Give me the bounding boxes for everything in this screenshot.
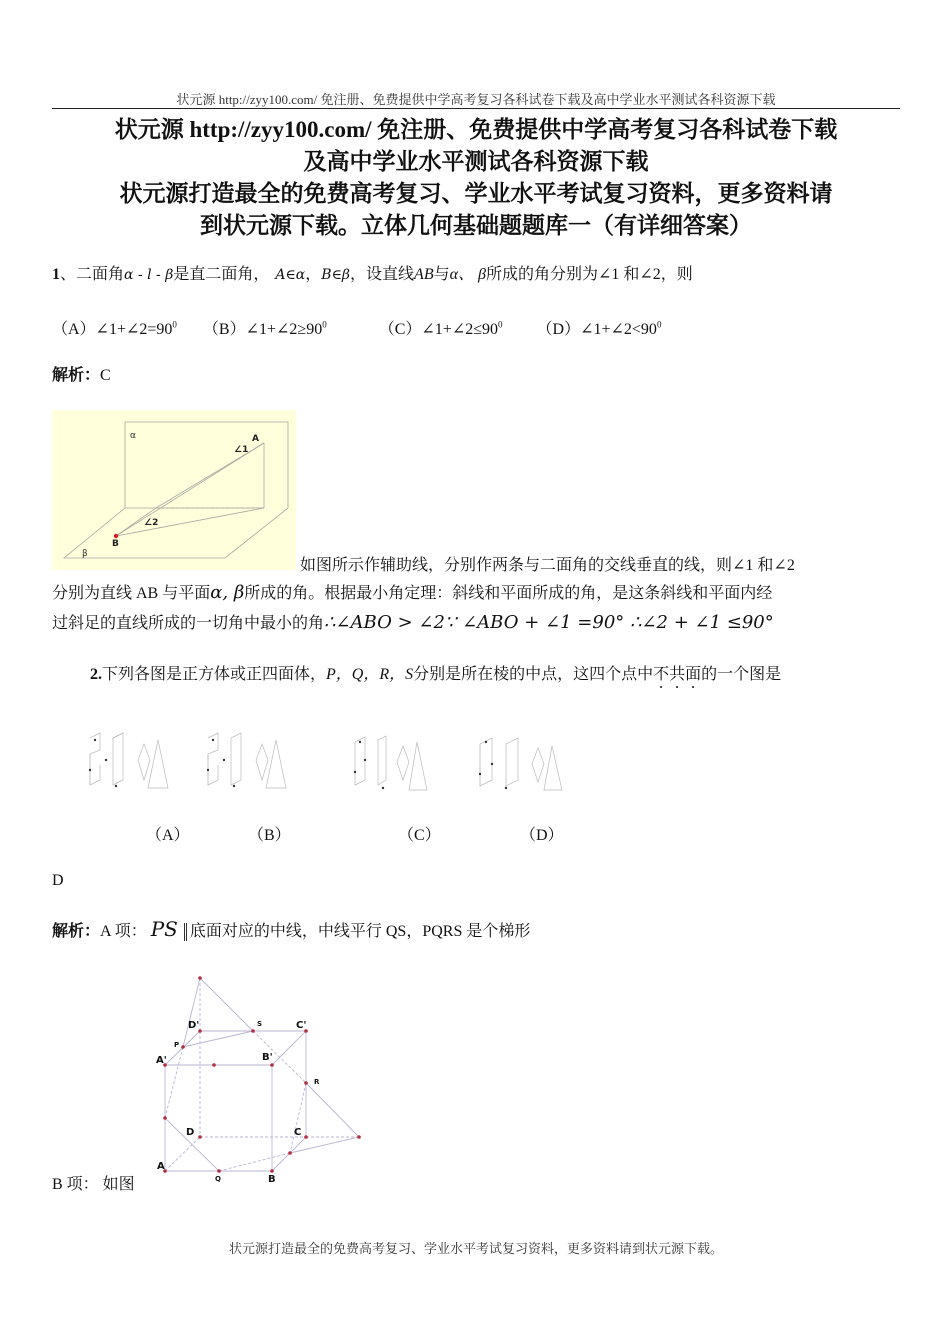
figure-option-b xyxy=(208,733,286,788)
option-a: $(A)\angle 1+\angle 2=90^0$ xyxy=(52,320,177,339)
math-proof: ∴∠ABO > ∠2∵ ∠ABO + ∠1 =90° ∴∠2 + ∠1 ≤90° xyxy=(324,612,774,633)
math-ps: PS xyxy=(150,917,178,941)
label-b: B xyxy=(268,1174,276,1185)
emphasis-not-coplanar: 不共面 xyxy=(653,666,702,683)
label-q: Q xyxy=(215,1175,221,1183)
dihedral-figure xyxy=(52,410,296,570)
analysis-label: 解析： xyxy=(52,921,101,940)
plane-alpha xyxy=(125,422,288,508)
q1-text: ， xyxy=(305,266,322,283)
q1-analysis xyxy=(52,364,111,387)
label-angle1: ∠1 xyxy=(234,445,249,455)
label-c: C xyxy=(294,1127,302,1138)
caption-a: （A） xyxy=(146,827,190,844)
parallel-symbol xyxy=(184,923,187,941)
question-2-stem: 2.下列各图是正方体或正四面体，P，Q，R，S分别是所在棱的中点，这四个点中不共面的一个图是 xyxy=(90,666,782,683)
q1-explanation-line-3: 过斜足的直线所成的一切角中最小的角∴∠ABO > ∠2∵ ∠ABO + ∠1 =90° ∴∠2 + ∠1 ≤90° xyxy=(52,612,774,633)
title-line-3: 状元源打造最全的免费高考复习、学业水平考试复习资料，更多资料请 xyxy=(119,181,833,206)
option-b: $(B)\angle 1+\angle 2\ge 90^0$ xyxy=(202,320,327,339)
caption-b: （B） xyxy=(248,827,291,844)
title-line-4: 到状元源下载。立体几何基础题题库一（有详细答案） xyxy=(200,213,752,238)
q1-math-dihedral: α - l - β xyxy=(124,267,174,283)
q1-text: 是直二面角， xyxy=(173,266,270,283)
label-angle2: ∠2 xyxy=(144,518,159,528)
page-footer: 状元源打造最全的免费高考复习、学业水平考试复习资料，更多资料请到状元源下载。 xyxy=(228,1241,723,1256)
question-number: 2. xyxy=(90,666,102,683)
label-d1: D' xyxy=(188,1020,200,1031)
analysis-label: 解析： xyxy=(52,365,101,384)
question-1-stem xyxy=(52,264,693,286)
q1-explanation-line-2: 分别为直线 AB 与平面α, β所成的角。根据最小角定理：斜线和平面所成的角，是这条斜线和平面内经 xyxy=(52,582,773,603)
label-c1: C' xyxy=(296,1020,307,1031)
caption-d: （D） xyxy=(520,827,564,844)
question-number: 1 xyxy=(52,266,60,283)
q1-options xyxy=(52,314,661,341)
option-c: $(C)\angle 1+\angle 2\le 90^0$ xyxy=(378,320,503,339)
q1-text: 所成的角分别为∠1 和∠2，则 xyxy=(485,266,693,283)
label-r: R xyxy=(314,1078,320,1086)
dihedral-diagram xyxy=(52,410,296,570)
running-header: 状元源 http://zyy100.com/ 免注册、免费提供中学高考复习各科试卷下载及高中学业水平测试各科资源下载 xyxy=(176,92,776,107)
q2-analysis: 解析：A 项： PS 底面对应的中线，中线平行 QS，PQRS 是个梯形 xyxy=(52,917,531,941)
q1-text: 、二面角 xyxy=(60,266,125,283)
q1-math-planes: α、 β xyxy=(449,266,486,283)
caption-c: （C） xyxy=(398,827,441,844)
math-planes: α, β xyxy=(210,582,245,603)
label-s: S xyxy=(257,1020,263,1028)
option-figure-strip xyxy=(86,730,576,798)
q1-text: ，设直线 xyxy=(350,266,415,283)
q1-math-a: A∈α xyxy=(275,267,306,283)
label-beta: β xyxy=(82,549,88,559)
plane-beta xyxy=(64,508,288,558)
q1-math-ab: AB xyxy=(414,266,434,283)
label-a1: A' xyxy=(156,1055,167,1066)
option-d: $(D)\angle 1+\angle 2<90^0$ xyxy=(536,320,662,339)
header-rule xyxy=(52,108,900,109)
q1-math-b: B∈β xyxy=(321,267,351,283)
figure-option-c xyxy=(355,736,427,790)
option-figures xyxy=(86,730,576,798)
point-b xyxy=(114,534,118,538)
label-a: A xyxy=(252,434,259,444)
title-line-1: 状元源 http://zyy100.com/ 免注册、免费提供中学高考复习各科试卷下载 xyxy=(114,117,838,142)
title-line-2: 及高中学业水平测试各科资源下载 xyxy=(303,149,649,174)
q1-text: 与 xyxy=(433,266,450,283)
cube-figure xyxy=(140,965,380,1195)
label-alpha: α xyxy=(130,431,136,441)
cube-diagram xyxy=(140,965,380,1195)
label-b: B xyxy=(112,539,119,549)
figure-option-a xyxy=(90,733,168,788)
q2-answer: D xyxy=(52,872,64,889)
label-a: A xyxy=(157,1161,165,1172)
label-b1: B' xyxy=(262,1052,273,1063)
label-d: D xyxy=(186,1127,195,1138)
b-item-text: B 项： 如图 xyxy=(52,1176,135,1193)
q2-math-points: P，Q，R，S xyxy=(326,666,414,683)
analysis-answer: C xyxy=(100,367,111,384)
q1-explanation-line-1: 如图所示作辅助线，分别作两条与二面角的交线垂直的线，则∠1 和∠2 xyxy=(300,557,795,574)
label-p: P xyxy=(174,1041,180,1049)
